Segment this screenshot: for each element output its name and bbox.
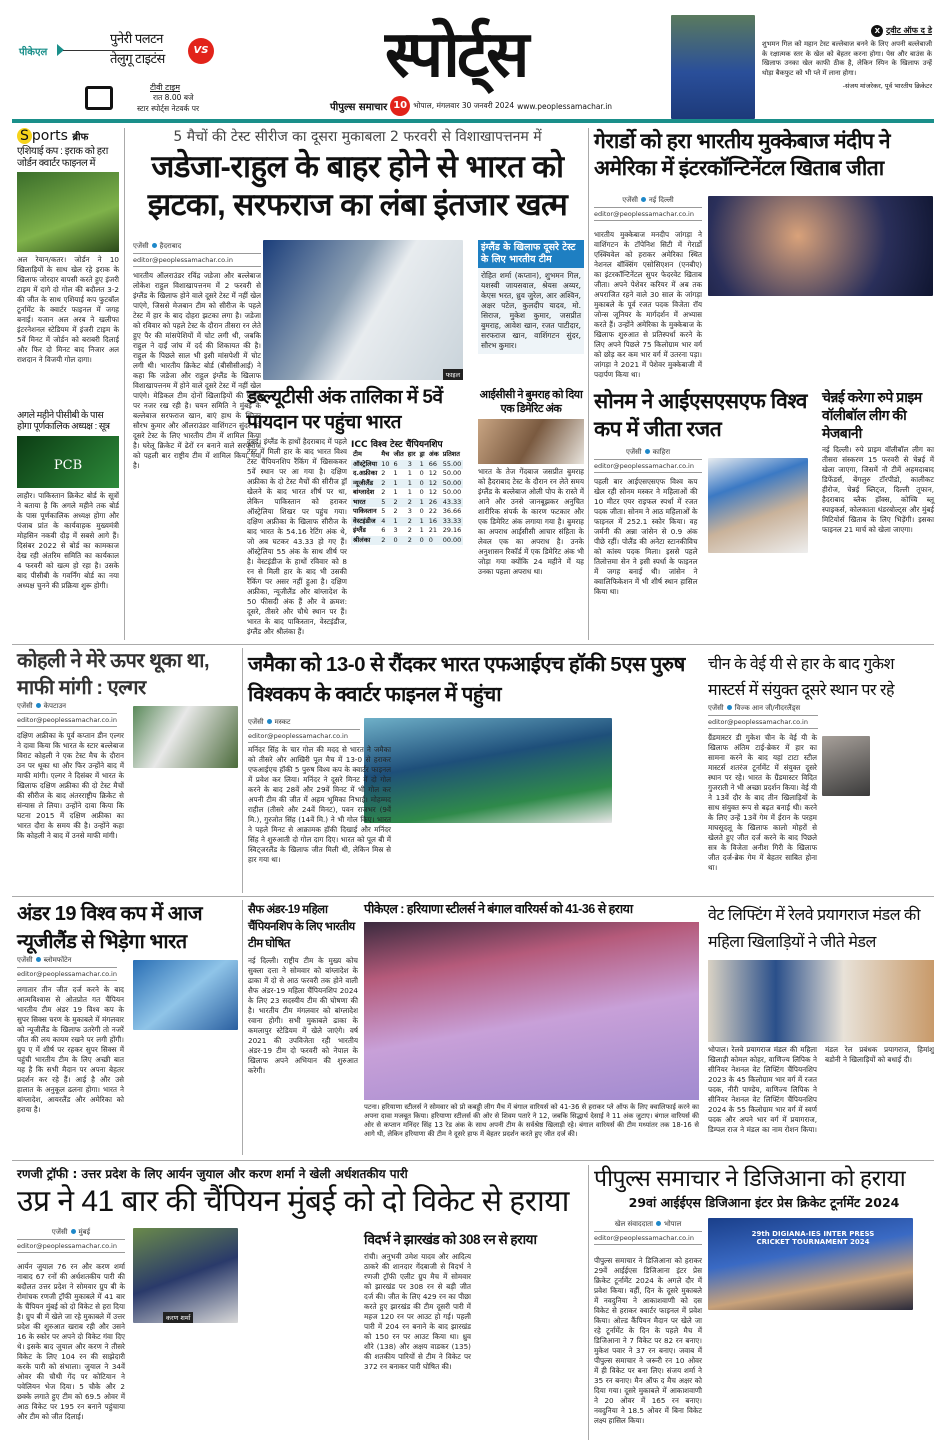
tv-time: रात 8.00 बजे: [153, 93, 194, 102]
sonam-byline: [594, 448, 702, 460]
byline-agency: एजेंसी: [17, 956, 33, 964]
byline-agency: एजेंसी: [17, 702, 33, 710]
ranji-email: editor@peoplessamachar.co.in: [17, 1242, 125, 1253]
weightlifting-story: [708, 902, 934, 1145]
gukesh-email: editor@peoplessamachar.co.in: [708, 718, 818, 729]
wtc-cell: 2: [381, 535, 386, 544]
wtc-table-row: [351, 469, 463, 479]
wtc-cell: 0: [419, 478, 424, 487]
bumrah-story: [478, 388, 584, 617]
wtc-cell: 16: [428, 516, 438, 525]
manjrekar-photo: [671, 15, 755, 119]
wtc-table: [351, 450, 463, 545]
wtc-cell: न्यूजीलैंड: [353, 478, 374, 487]
u19-headline: अंडर 19 विश्व कप में आज न्यूजीलैंड से भिड़ेगा भारत: [17, 903, 203, 953]
wtc-cell: 2: [381, 488, 386, 496]
wtc-cell: 2: [407, 526, 412, 534]
boxing-body: भारतीय मुक्केबाज मनदीप जांगड़ा ने वाशिंगटन के टॉपेनिश सिटी में गेरार्डो एस्क्विवेल को हराकर अमेरिका स्थित नेशनल बॉक्सिंग एसोसिएशन (एनबीए) का इंटरकॉन्टिनेंटल सुपर फेदरवेट खिताब जीता। अपने पेशेवर करियर में अब तक अपराजित रहने वाले 30 साल के जांगड़ा मुकाबले के पूर्व रजत पदक विजेता रॉय जोन्स जूनियर के मार्गदर्शन में अभ्यास करते हैं। उन्होंने अमेरिका के मुक्केबाज के खिलाफ शुरुआत से प्रतिस्पर्धा करने के लिए अपने पिछले 75 किलोग्राम भार वर्ग को छोड़ कर कम भार वर्ग में उतरना पड़ा। जांगड़ा ने 2021 में पेशेवर मुक्केबाजी में पदार्पण किया था।: [594, 230, 702, 379]
wtc-cell: 21: [428, 526, 438, 534]
wtc-cell: 50.00: [442, 478, 462, 487]
wtc-cell: 1: [419, 459, 424, 468]
wtc-cell: 10: [381, 459, 390, 468]
byline-place: विज्क आन जी/नीदरलैंड्स: [734, 704, 801, 712]
wtc-table-row: [351, 479, 463, 489]
lead-email: editor@peoplessamachar.co.in: [133, 256, 261, 267]
volleyball-headline: चेन्नई करेगा रुपे प्राइम वॉलीबॉल लीग की मेजबानी: [822, 389, 922, 441]
u19-photo: [133, 960, 238, 1030]
gukesh-body: ग्रैंडमास्टर डी गुकेश चीन के वेई यी के खिलाफ अंतिम टाई-ब्रेकर में हार का सामना करने के बाद यहां टाटा स्टील मास्टर्स शतरंज टूर्नामेंट में संयुक्त दूसरे स्थान पर रहे। भारत के ग्रैंडमास्टर विदित गुजराती ने भी अच्छा प्रदर्शन किया। वेई यी ने 13वें दौर के बाद तीन खिलाड़ियों के साथ संयुक्त रूप से बढ़त बनाई थी। करने के लिए उन्हें 13वें गेम में ईरान के परहम माघसूदलू के खिलाफ कालो मोहरों से खेलते हुए जीत दर्ज करने के बाद पिछले सत्र के विजेता अनीश गिरी के खिलाफ जीत दर्ज-ब्रेक गेम में बेहतर साबित होना था।: [708, 733, 817, 872]
sonam-email: editor@peoplessamachar.co.in: [594, 462, 702, 473]
wtc-cell: 3: [407, 459, 412, 468]
kohli-body: दक्षिण अफ्रीका के पूर्व कप्तान डीन एल्गर ने दावा किया कि भारत के स्टार बल्लेबाज विराट कोहली ने एक टेस्ट मैच के दौरान उन पर थूका था और फिर उन्होंने बाद में माफी मांगी। एल्गर ने दिसंबर में भारत के खिलाफ दक्षिण अफ्रीका की दो टेस्ट मैचों की सीरीज के बाद अंतरराष्ट्रीय क्रिकेट से संन्यास ले लिया। उन्होंने दावा किया कि घटना 2015 में दक्षिण अफ्रीका का भारत दौरा के समय की है। उन्होंने कहा कि कोहली ने बाद में उनसे माफी मांगी।: [17, 731, 124, 840]
pkl-body: पटना। हरियाणा स्टीलर्स ने सोमवार को प्रो कबड्डी लीग मैच में बंगाल वारियर्स को 41-36 से हराकर प्ले ऑफ के लिए क्वालिफाई करने का अपना दावा मजबूत किया। हरियाणा स्टीलर्स की ओर से शिवम पतारे ने 12, जबकि सिद्धार्थ देसाई ने 11 अंक जुटाए। बंगाल वारियर्स की ओर से कप्तान मनिंदर सिंह 13 रेड अंक के साथ अपनी टीम के सर्वश्रेष्ठ खिलाड़ी रहे। बंगाल वारियर्स की टीम मध्यांतर तक 18-16 से आगे थी, लेकिन हरियाणा की टीम ने दूसरे हाफ में बेहतर प्रदर्शन करते हुए जीत दर्ज की।: [364, 1103, 699, 1139]
kohli-elgar-photo: [133, 706, 238, 768]
team-telugu-titans: तेलुगू टाइटंस: [110, 51, 165, 66]
wtc-cell: 0: [419, 469, 424, 477]
wtc-cell: 1: [393, 478, 398, 487]
wtc-cell: 36.66: [442, 507, 462, 515]
wtc-cell: 0: [419, 507, 424, 515]
boxing-headline: गेरार्डो को हरा भारतीय मुक्केबाज मंदीप ने अमेरिका में इंटरकॉन्टिनेंटल खिताब जीता: [594, 130, 891, 180]
wtc-table-row: [351, 460, 463, 470]
byline-place: नई दिल्ली: [648, 196, 674, 204]
pkl-promo: [15, 30, 245, 120]
wtc-cell: 3: [393, 526, 398, 534]
wtc-table-row: [351, 488, 463, 498]
paper-name: पीपुल्स समाचार: [330, 102, 388, 113]
digiana-story: [594, 1165, 934, 1211]
brief-logo-hindi: ब्रीफ: [72, 132, 89, 143]
wtc-col-header: ड्रा: [419, 450, 425, 458]
byline-place: केपटाउन: [43, 702, 67, 710]
wtc-cell: 55.00: [442, 459, 462, 468]
wtc-headline: डब्ल्यूटीसी अंक तालिका में 5वें पायदान पर पहुंचा भारत: [247, 387, 443, 433]
sonam-headline: सोनम ने आईएसएसएफ विश्व कप में जीता रजत: [594, 390, 807, 441]
pkl-label: पीकेएल: [19, 47, 48, 58]
wtc-cell: 2: [393, 497, 398, 506]
byline-place: हैदराबाद: [159, 242, 182, 250]
wtc-col-header: टीम: [353, 450, 362, 458]
digiana-byline: [594, 1220, 702, 1232]
bumrah-body: भारत के तेज गेंदबाज जसप्रीत बुमराह को हैदराबाद टेस्ट के दौरान रन लेते समय इंग्लैंड के बल्लेबाज ओली पोप के रास्ते में आने और उनसे जानबूझकर अनुचित शारीरिक संपर्क के कारण फटकार और एक डिमेरिट अंक लगाया गया है। बुमराह का अपराध आईसीसी आचार संहिता के लेवल एक का अपराध है। उनके अनुशासन रिकॉर्ड में एक डिमेरिट अंक भी जोड़ा गया क्योंकि 24 महीने में यह उनका पहला अपराध था।: [478, 467, 584, 576]
wtc-cell: वेस्टइंडीज: [353, 516, 376, 525]
byline-place: भोपाल: [663, 1220, 682, 1228]
hockey-body: मनिंदर सिंह के चार गोल की मदद से भारत ने जमैका को तीसरे और आखिरी पूल मैच में 13-0 से हराकर एफआईएच हॉकी 5 पुरुष विश्व कप के क्वार्टर फाइनल में प्रवेश कर लिया। मनिंदर ने दूसरे मिनट में दो गोल करने के बाद 28वें और 29वें मिनट में भी गोल कर अपनी टीम की जीत में अहम भूमिका निभाई। मोहम्मद राहील (तीसरे और 24वें मिनट), पवन राजभर (9वें मि.), गुरजोत सिंह (14वें मि.) ने भी गोल किए। भारत ने पहले मिनट से आक्रामक हॉकी दिखाई और मनिंदर सिंह ने शुरुआती दो गोल दाग दिए। भारत को पूल बी में स्विट्जरलैंड के खिलाफ जीत मिली थी, लेकिन मिस्र से हार गया था।: [248, 745, 391, 864]
header-rule: [12, 119, 934, 123]
brief-body-2: लाहौर। पाकिस्तान क्रिकेट बोर्ड के सूत्रों ने बताया है कि अगले महीने तक बोर्ड के पास पूर्णकालिक अध्यक्ष होगा और पंजाब प्रांत के कार्यवाहक मुख्यमंत्री मोहसिन नकवी दौड़ में सबसे आगे हैं। दिसंबर 2022 से बोर्ड का कामकाज देख रही अंतरिम समिति का कार्यकाल 4 फरवरी को खत्म हो रहा है। उसके बाद पीसीबी के गवर्निंग बोर्ड का नया अध्यक्ष चुनने की प्रक्रिया शुरू होगी।: [17, 490, 119, 590]
weightlifting-headline: वेट लिफ्टिंग में रेलवे प्रयागराज मंडल की महिला खिलाड़ियों ने जीते मेडल: [708, 907, 920, 951]
wtc-cell: 12: [428, 469, 438, 477]
wtc-cell: 1: [419, 516, 424, 525]
tweet-of-the-day: [762, 25, 932, 90]
jadeja-rahul-photo: [263, 240, 463, 380]
wtc-cell: भारत: [353, 497, 366, 506]
saff-body: नई दिल्ली। राष्ट्रीय टीम के मुख्य कोच सुक्ला दत्ता ने सोमवार को बांग्लादेश के ढाका में दो से आठ फरवरी तक होने वाली सैफ अंडर-19 महिला चैंपियनशिप 2024 के लिए 23 सदस्यीय टीम की घोषणा की है। भारतीय टीम मंगलवार को बांग्लादेश रवाना होगी। सभी मुकाबले ढाका के कमलापुर स्टेडियम में खेले जाएंगे। वर्ष 2021 की उपविजेता रही भारतीय अंडर-19 टीम दो फरवरी को नेपाल के खिलाफ अपने अभियान की शुरुआत करेगी।: [248, 956, 358, 1075]
gukesh-story: [708, 652, 934, 883]
wtc-cell: 6: [381, 526, 386, 534]
brief-headline-2: अगले महीने पीसीबी के पास होगा पूर्णकालिक अध्यक्ष : सूत्र: [17, 410, 110, 432]
pkl-headline: पीकेएल : हरियाणा स्टीलर्स ने बंगाल वारियर्स को 41-36 से हराया: [364, 902, 633, 916]
gukesh-photo: [822, 736, 870, 796]
x-icon: X: [871, 25, 883, 37]
squad-box: [478, 240, 584, 354]
wtc-cell: 1: [407, 488, 412, 496]
vidarbha-story: [364, 1232, 586, 1432]
wtc-col-header: अंक: [428, 450, 439, 458]
digiana-banner: 29th DIGIANA-IES INTER PRESS CRICKET TOURNAMENT 2024: [751, 1230, 875, 1246]
wtc-body: दुबई। इंग्लैंड के हाथों हैदराबाद में पहले टेस्ट में मिली हार के बाद भारत विश्व टेस्ट चैंपियनशिप रैंकिंग में खिसककर 5वें स्थान पर आ गया है। दक्षिण अफ्रीका के दो टेस्ट मैचों की सीरीज ड्रॉ खेलने के बाद भारत शीर्ष पर था, लेकिन पाकिस्तान को हराकर ऑस्ट्रेलिया शिखर पर पहुंच गया। दक्षिण अफ्रीका के खिलाफ सीरीज के बाद भारत के 54.16 रेटिंग अंक थे, जो अब घटकर 43.33 हो गए हैं। ऑस्ट्रेलिया 55 अंक के साथ शीर्ष पर है। वेस्टइंडीज के हाथों रविवार को 8 रन से मिली हार के बाद भी उसकी रैंकिंग पर असर नहीं हुआ है। दक्षिण अफ्रीका, न्यूजीलैंड और बांग्लादेश के 50 फीसदी अंक हैं और वे क्रमश: दूसरे, तीसरे और चौथे स्थान पर हैं। भारत के बाद पाकिस्तान, वेस्टइंडीज, इंग्लैंड और श्रीलंका हैं।: [247, 437, 347, 636]
wtc-cell: 2: [381, 469, 386, 477]
byline-agency: एजेंसी: [133, 242, 149, 250]
squad-list: रोहित शर्मा (कप्तान), शुभमन गिल, यशस्वी जायसवाल, श्रेयस अय्यर, केएस भरत, ध्रुव जुरेल, आर अश्विन, अक्षर पटेल, कुलदीप यादव, मो. सिराज, मुकेश कुमार, जसप्रीत बुमराह, आवेश खान, रजत पाटीदार, सरफराज खान, वाशिंगटन सुंदर, सौरभ कुमार।: [481, 271, 581, 350]
wtc-cell: 1: [407, 469, 412, 477]
volleyball-story: [822, 388, 934, 535]
volleyball-body: नई दिल्ली। रुपे प्राइम वॉलीबॉल लीग का तीसरा संस्करण 15 फरवरी से चेन्नई में खेला जाएगा, जिसमें नौ टीमें अहमदाबाद डिफेंडर्स, बेंगलुरु टॉरपीडो, कालीकट हीरोज, चेन्नई ब्लिट्ज, दिल्ली तूफान, हैदराबाद ब्लैक हॉक्स, कोच्चि ब्लू स्पाइकर्स, कोलकाता थंडरबोल्ट्स और मुंबई मिटियोर्स खिताब के लिए भिड़ेंगी। इसका फाइनल 21 मार्च को खेला जाएगा।: [822, 445, 934, 534]
wtc-cell: 5: [381, 507, 386, 515]
wtc-cell: इंग्लैंड: [353, 526, 366, 534]
wtc-cell: 2: [407, 535, 412, 544]
tv-time-title: टीवी टाइम: [150, 83, 180, 92]
wtc-cell: 2: [407, 516, 412, 525]
page-number: 10: [390, 96, 410, 116]
wtc-cell: 29.16: [442, 526, 462, 534]
wtc-col-header: हार: [407, 450, 416, 458]
sonam-photo: [708, 458, 808, 553]
hockey-email: editor@peoplessamachar.co.in: [248, 732, 360, 743]
brief-body-1: अल रेयान/कतर। जोर्डन ने 10 खिलाड़ियों के साथ खेल रहे इराक के खिलाफ जोरदार वापसी करते हुए इंजरी टाइम में दागे दो गोल की बदौलत 3-2 की जीत के साथ एशियाई कप फुटबॉल टूर्नामेंट के क्वार्टर फाइनल में जगह बनाई। यजान अल अरब ने खलीफा इंटरनेशनल स्टेडियम में इंजरी टाइम के 5वें मिनट में जोर्डन को बराबरी दिलाई और फिर दो मिनट बाद निजार अल राशदान ने विजयी गोल दागा।: [17, 255, 119, 364]
tv-channel: स्टार स्पोर्ट्स नेटवर्क पर: [137, 104, 200, 113]
wtc-cell: 22: [428, 507, 438, 515]
sonam-body: पहली बार आईएसएसएफ विश्व कप खेल रही सोनम मस्कर ने महिलाओं की 10 मीटर एयर राइफल स्पर्धा में रजत पदक जीता। सोनम ने आठ महिलाओं के फाइनल में 252.1 स्कोर किया। वह जर्मनी की अन्ना जांसेन से 0.9 अंक पीछे रहीं। पोलैंड की अनेटा स्टानकीविच को कांस्य पदक मिला। इससे पहले तिलोत्तमा सेन ने इसी स्पर्धा के फाइनल में जगह बनाई थी। जांसेन ने क्वालिफिकेशन में भी शीर्ष स्थान हासिल किया था।: [594, 477, 698, 596]
kabaddi-photo: [364, 922, 699, 1100]
masthead-line: [330, 96, 670, 116]
weightlifting-body: भोपाल। रेलवे प्रयागराज मंडल की महिला खिलाड़ी कोमल कोहर, वाणिज्य लिपिक ने सीनियर नेशनल वेट लिफ्टिंग चैंपियनशिप 2023 के 45 किलोग्राम भार वर्ग में रजत पदक, नीरी पाण्डेय, वाणिज्य लिपिक ने सीनियर नेशनल वेट लिफ्टिंग चैंपियनशिप 2024 के 55 किलोग्राम भार वर्ग में स्वर्ण पदक और अपने भार वर्ग में प्रयागराज, डिम्पल राज ने मंडल का नाम रोशन किया। मंडल रेल प्रबंधक प्रयागराज, हिमांशु बडोनी ने खिलाड़ियों को बधाई दी।: [708, 1045, 934, 1134]
byline-place: काहिरा: [652, 448, 671, 456]
boxing-story: [594, 128, 934, 182]
photo-caption: करण शर्मा: [163, 1312, 193, 1323]
wtc-cell: 2: [381, 478, 386, 487]
ranji-kicker: रणजी ट्रॉफी : उत्तर प्रदेश के लिए आर्यन जुयाल और करण शर्मा ने खेली अर्धशतकीय पारी: [17, 1167, 408, 1181]
wtc-cell: 1: [419, 526, 424, 534]
pcb-logo-text: PCB: [53, 457, 83, 473]
vidarbha-body: रांची। अनुभवी उमेश यादव और आदित्य ठाकरे की शानदार गेंदबाजी से विदर्भ ने रणजी ट्रॉफी एलीट ग्रुप मैच में सोमवार को झारखंड पर 308 रन से बड़ी जीत दर्ज की। जीत के लिए 429 रन का पीछा करते हुए झारखंड की टीम दूसरी पारी में महज 120 रन पर आउट हो गई। पहली पारी में 204 रन बनाने के बाद झारखंड को 150 रन पर आउट किया था। ध्रुव शौरे (138) और अक्षय वाडकर (135) की शतकीय पारियों से टीम ने विकेट पर 372 रन बनाकर पारी घोषित की।: [364, 1251, 471, 1371]
brief-logo: ports: [31, 128, 68, 144]
ranji-body: आर्यन जुयाल 76 रन और करण शर्मा नाबाद 67 रनों की अर्धशतकीय पारी की बदौलत उत्तर प्रदेश ने सोमवार ग्रुप बी के रोमांचक रणजी ट्रॉफी मुकाबले में 41 बार के चैंपियन मुंबई को दो विकेट से हरा दिया है। ग्रुप बी में खेले जा रहे मुकाबले में उत्तर प्रदेश की शुरुआत खराब रही और उसने 16 के स्कोर पर अपने दो विकेट गंवा दिए थे। इसके बाद जुयाल और करण ने तीसरे विकेट के लिए 104 रन की साझेदारी करके पारी को संभाला। जुयाल ने 34वें ओवर की चौथी गेंद पर कोटियान ने पवेलियन भेज दिया। 5 चौके और 2 छक्के लगाते हुए टीम को 69.5 ओवर में आठ विकेट पर 195 रन बनाने पहुंचाया और टीम को जीत दिलाई।: [17, 1262, 125, 1421]
wtc-table-row: [351, 507, 463, 517]
digiana-sub: 29वां आईईएस डिजिआना इंटर प्रेस क्रिकेट टूर्नामेंट 2024: [628, 1195, 900, 1211]
hockey-story: [248, 650, 693, 710]
bumrah-photo: [478, 419, 584, 464]
boxing-byline: [594, 196, 702, 208]
tweet-author: -संजय मांजरेकर, पूर्व भारतीय क्रिकेटर: [842, 82, 932, 90]
wtc-cell: श्रीलंका: [353, 535, 371, 544]
byline-agency: एजेंसी: [708, 704, 724, 712]
pcb-logo: [17, 436, 119, 488]
sports-brief: [17, 128, 119, 611]
bumrah-headline: आईसीसी ने बुमराह को दिया एक डिमेरिट अंक: [479, 389, 583, 415]
gukesh-headline: चीन के वेई यी से हार के बाद गुकेश मास्टर्स में संयुक्त दूसरे स्थान पर रहे: [708, 656, 895, 699]
wtc-cell: 0: [419, 535, 424, 544]
wtc-cell: 26: [428, 497, 438, 506]
boxing-email: editor@peoplessamachar.co.in: [594, 210, 702, 221]
vs-badge: VS: [188, 38, 214, 64]
wtc-cell: 0: [393, 535, 398, 544]
wtc-table-title: ICC विश्व टेस्ट चैंपियनशिप: [351, 440, 443, 450]
wtc-story: [247, 385, 472, 636]
byline-agency: एजेंसी: [622, 196, 638, 204]
wtc-cell: 1: [393, 516, 398, 525]
team-puneri-paltan: पुनेरी पलटन: [110, 31, 163, 46]
ranji-headline: उप्र ने 41 बार की चैंपियन मुंबई को दो विकेट से हराया: [17, 1185, 569, 1218]
byline-place: ब्लोमफोंटेन: [43, 956, 72, 964]
byline-agency: एजेंसी: [625, 448, 642, 456]
weightlifting-photo: [708, 960, 934, 1042]
saff-headline: सैफ अंडर-19 महिला चैंपियनशिप के लिए भारतीय टीम घोषित: [248, 904, 355, 950]
wtc-cell: 1: [407, 478, 412, 487]
wtc-cell: 4: [381, 516, 386, 525]
wtc-col-header: मैच: [381, 450, 390, 458]
tweet-text: शुभमन गिल को महान टेस्ट बल्लेबाज बनने के लिए अपनी बल्लेबाजी के रक्षात्मक स्तर के खेल को बेहतर करना होगा। पेस और बाउंस के खिलाफ उनका खेल काफी ठीक है, लेकिन स्पिन के खिलाफ उन्हें थोड़ा बैकफुट को भी प्ले में लाना होगा।: [762, 40, 932, 77]
lead-kicker: 5 मैचों की टेस्ट सीरीज का दूसरा मुकाबला 2 फरवरी से विशाखापत्तनम में: [173, 129, 542, 145]
u19-email: editor@peoplessamachar.co.in: [17, 970, 117, 981]
wtc-cell: 66: [428, 459, 438, 468]
wtc-cell: 1: [419, 497, 424, 506]
wtc-table-row: [351, 498, 463, 508]
wtc-cell: 12: [428, 478, 438, 487]
kohli-email: editor@peoplessamachar.co.in: [17, 716, 117, 727]
saff-story: [248, 902, 358, 1156]
lead-body-col: [133, 242, 261, 641]
u19-body: लगातार तीन जीत दर्ज करने के बाद आत्मविश्वास से ओतप्रोत गत चैंपियन भारतीय टीम अंडर 19 विश्व कप के सुपर सिक्स चरण के मुकाबले में मंगलवार को न्यूजीलैंड के खिलाफ उतरेगी तो नजरें जीत की लय कायम रखने पर लगी होंगी। ग्रुप ए में शीर्ष पर रहकर सुपर सिक्स में पहुंची भारतीय टीम के लिए अच्छी बात यह है कि सभी मैदान पर अपना बेहतर प्रदर्शन कर रहे हैं। आई है और उसे हालात के अनुकूल ढलना होगा। भारत ने बांग्लादेश, आयरलैंड और अमेरिका को हराया है।: [17, 985, 124, 1114]
wtc-cell: 0: [428, 535, 433, 544]
digiana-headline: पीपुल्स समाचार ने डिजिआना को हराया: [594, 1165, 906, 1191]
brief-headline-1: एशियाई कप : इराक को हरा जोर्डन क्वार्टर फाइनल में: [17, 146, 108, 169]
hockey-headline: जमैका को 13-0 से रौंदकर भारत एफआईएच हॉकी 5एस पुरुष विश्वकप के क्वार्टर फाइनल में पहुंचा: [248, 653, 685, 706]
wtc-cell: 50.00: [442, 469, 462, 477]
wtc-table-row: [351, 536, 463, 546]
wtc-cell: 50.00: [442, 488, 462, 496]
lead-headline: जडेजा-राहुल के बाहर होने से भारत को झटका, सरफराज का लंबा इंतजार खत्म: [147, 149, 568, 222]
wtc-cell: पाकिस्तान: [353, 507, 377, 515]
section-title: स्पोर्ट्स: [385, 18, 527, 90]
wtc-cell: 33.33: [442, 516, 462, 525]
wtc-cell: 2: [393, 507, 398, 515]
football-photo: [17, 172, 119, 252]
wtc-cell: 12: [428, 488, 438, 496]
squad-title: इंग्लैंड के खिलाफ दूसरे टेस्ट के लिए भारतीय टीम: [478, 240, 584, 268]
wtc-table-row: [351, 526, 463, 536]
wtc-cell: द.अफ्रीका: [353, 469, 378, 477]
wtc-cell: 0: [419, 488, 424, 496]
pkl-story: [364, 902, 699, 1139]
lead-byline: [133, 242, 261, 254]
tv-icon: [85, 86, 113, 110]
byline-place: मस्कट: [274, 718, 291, 726]
wtc-col-header: जीत: [393, 450, 404, 458]
wtc-cell: 6: [393, 459, 398, 468]
brief-logo-s: S: [17, 128, 32, 144]
lead-body: भारतीय ऑलराउंडर रविंद्र जडेजा और बल्लेबाज लोकेश राहुल विशाखापत्तनम में 2 फरवरी से इंग्लैंड के खिलाफ होने वाले दूसरे टेस्ट में नहीं खेल पाएंगे, जिससे मेजबान टीम को सीरीज के पहले टेस्ट में हार के बाद दोहरा झटका लगा है। जडेजा को रविवार को पहले टेस्ट के दौरान तीसरा रन लेते हुए पैर की मांसपेशियों में चोट लगी थी, जबकि राहुल ने दाईं जांघ में दर्द की शिकायत की है। राहुल के पिछले साल भी इसी मांसपेशी में चोट लगी थी। भारतीय क्रिकेट बोर्ड (बीसीसीआई) ने कहा कि जडेजा और राहुल इंग्लैंड के खिलाफ विशाखापत्तनम में होने वाले दूसरे टेस्ट में नहीं खेल पाएंगे। मेडिकल टीम दोनों खिलाड़ियों की प्रगति पर नजर रख रही है। चयन समिति ने मुंबई के बल्लेबाज सरफराज खान, बाएं हाथ के स्पिनर सौरभ कुमार और ऑलराउंडर वाशिंगटन सुंदर को दूसरे टेस्ट के लिए भारतीय टीम में शामिल किया है। घरेलू क्रिकेट में ढेरों रन बनाने वाले सरफराज को पहली बार राष्ट्रीय टीम में शामिल किया गया है।: [133, 271, 261, 470]
kohli-byline: [17, 702, 117, 714]
wtc-cell: 2: [407, 497, 412, 506]
ranji-byline: [17, 1228, 125, 1240]
dateline: भोपाल, मंगलवार 30 जनवरी 2024: [413, 101, 515, 110]
hockey-byline: [248, 718, 360, 730]
wtc-cell: बांग्लादेश: [353, 488, 375, 496]
wtc-cell: ऑस्ट्रेलिया: [353, 459, 377, 468]
lead-story: [130, 127, 585, 224]
wtc-cell: 00.00: [442, 535, 462, 544]
byline-agency: एजेंसी: [51, 1228, 68, 1236]
gukesh-byline: [708, 704, 818, 716]
byline-agency: एजेंसी: [248, 718, 264, 726]
u19-byline: [17, 956, 117, 968]
byline-agency: खेल संवाददाता: [614, 1220, 653, 1228]
wtc-table-row: [351, 517, 463, 527]
website: www.peoplessamachar.in: [517, 101, 613, 111]
wtc-cell: 1: [393, 469, 398, 477]
tweet-label: ट्वीट ऑफ द डे: [886, 26, 932, 35]
wtc-cell: 1: [393, 488, 398, 496]
wtc-cell: 43.33: [442, 497, 462, 506]
wtc-cell: 5: [381, 497, 386, 506]
digiana-email: editor@peoplessamachar.co.in: [594, 1234, 702, 1245]
wtc-col-header: प्रतिशत: [442, 450, 460, 458]
ranji-story: [17, 1165, 585, 1220]
kohli-headline: कोहली ने मेरे ऊपर थूका था, माफी मांगी : एल्गर: [17, 650, 209, 699]
wtc-cell: 3: [407, 507, 412, 515]
vidarbha-headline: विदर्भ ने झारखंड को 308 रन से हराया: [364, 1232, 537, 1247]
byline-place: मुंबई: [78, 1228, 91, 1236]
digiana-body: पीपुल्स समाचार ने डिजिआना को हराकर 29वें आईईएस डिजिआना इंटर प्रेस क्रिकेट टूर्नामेंट 2024 के अगले दौर में प्रवेश किया। वहीं, दिन के दूसरे मुकाबले में नवदुनिया ने आकाशवाणी को दस विकेट से हराकर क्वार्टर फाइनल में प्रवेश किया। ओल्ड कैंपियन मैदान पर खेले जा रहे टूर्नामेंट के दिन के पहले मैच में डिजिआना ने 7 विकेट पर 82 रन बनाए। मुकेश पवार ने 37 रन बनाए। जवाब में पीपुल्स समाचार ने जरूरी रन 10 ओवर में ही विकेट पर बना लिए। संजय शर्मा ने 35 रन बनाए। मैन ऑफ द मैच अक्षर को दिया गया। दूसरे मुकाबले में आकाशवाणी ने 20 ओवर में 165 रन बनाए। नवदुनिया ने 18.5 ओवर में बिना विकेट लक्ष्य हासिल किया।: [594, 1256, 702, 1425]
photo-caption: फाइल: [443, 369, 463, 380]
